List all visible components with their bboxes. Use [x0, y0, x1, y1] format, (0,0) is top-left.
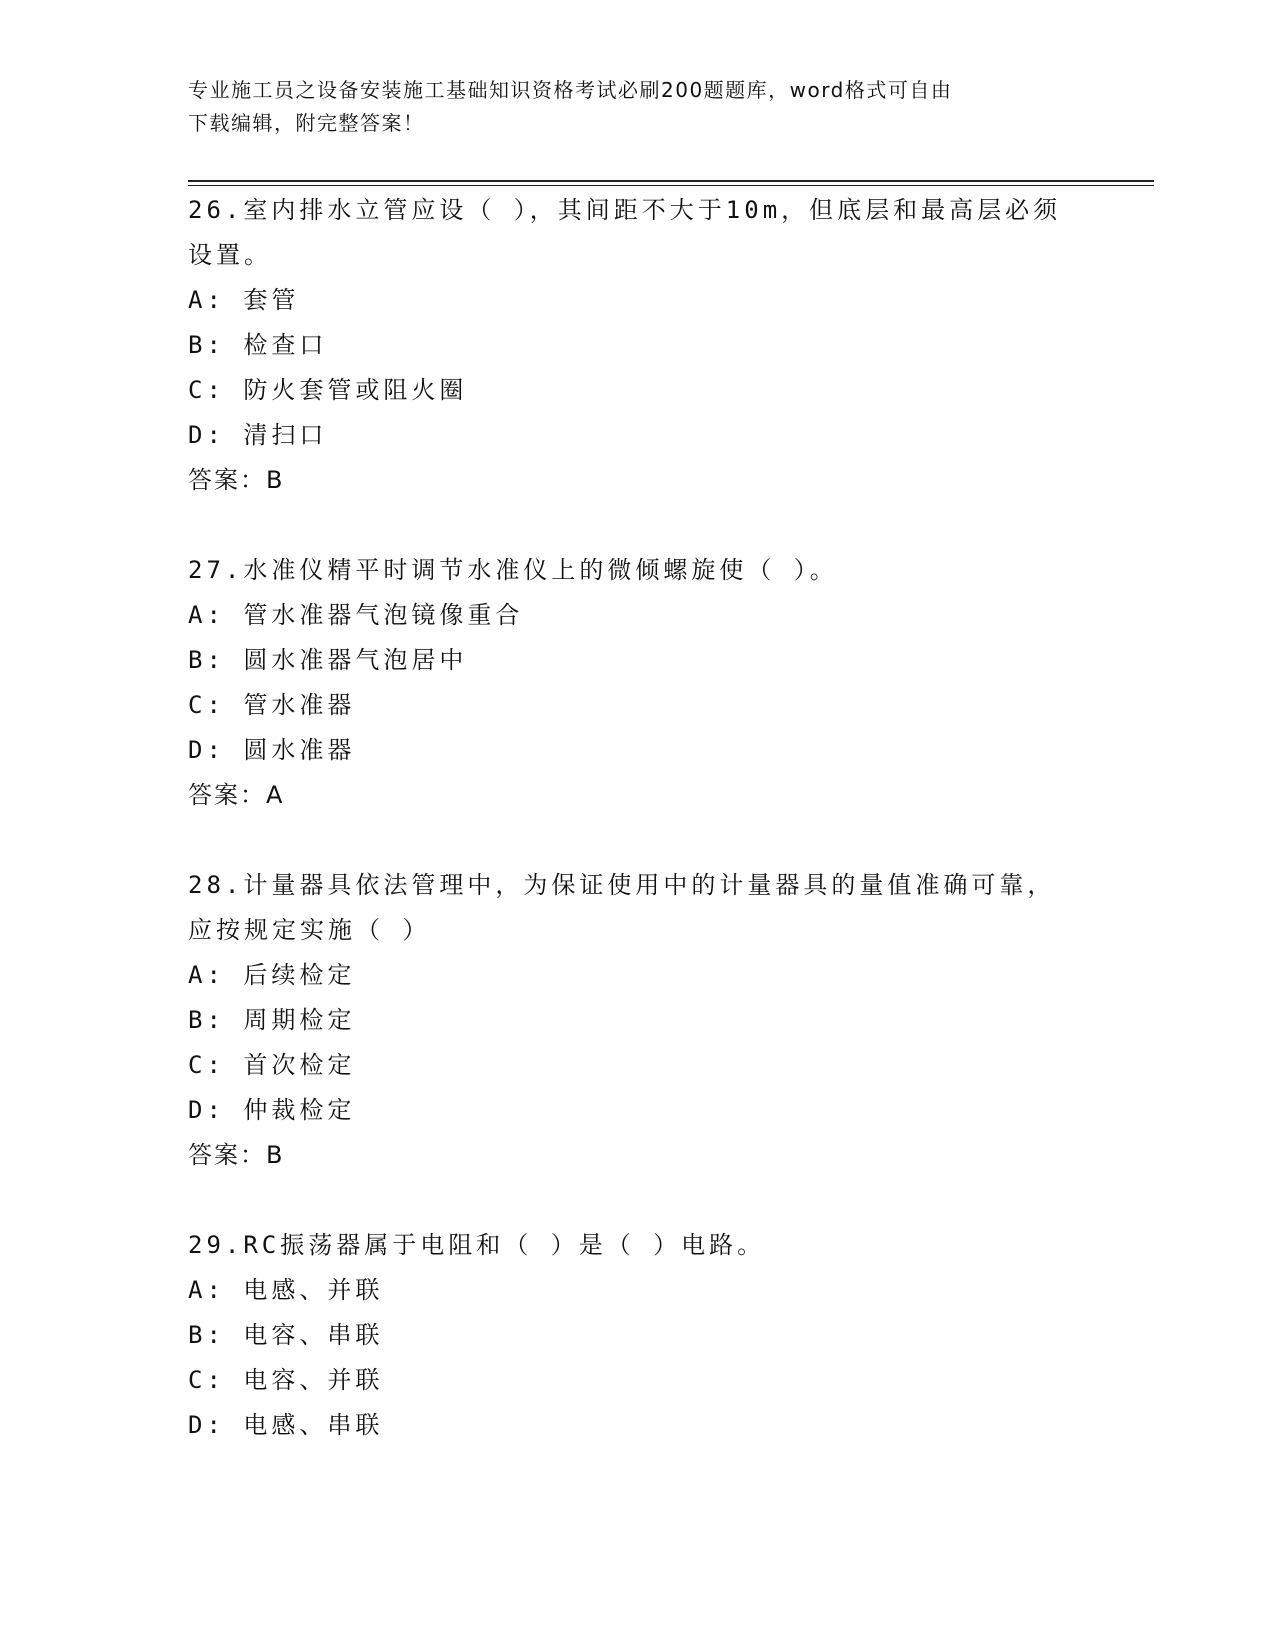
- answer: 答案：A: [188, 781, 285, 809]
- question-26: [188, 188, 1088, 503]
- answer: 答案：B: [188, 1141, 285, 1169]
- option-d: D: 清扫口: [188, 421, 328, 449]
- question-29: [188, 1223, 1088, 1448]
- document-header: [188, 74, 1068, 140]
- option-a: A: 后续检定: [188, 961, 356, 989]
- option-b: B: 圆水准器气泡居中: [188, 646, 468, 674]
- option-c: C: 电容、并联: [188, 1366, 384, 1394]
- option-c: C: 防火套管或阻火圈: [188, 376, 468, 404]
- header-line-2: 下载编辑，附完整答案！: [188, 111, 425, 135]
- question-title-line: 26.室内排水立管应设（ ），其间距不大于10m，但底层和最高层必须: [188, 196, 1062, 224]
- question-title-line: 应按规定实施（ ）: [188, 916, 431, 944]
- option-d: D: 仲裁检定: [188, 1096, 356, 1124]
- option-b: B: 检查口: [188, 331, 328, 359]
- option-a: A: 管水准器气泡镜像重合: [188, 601, 524, 629]
- header-divider-thin: [188, 185, 1154, 186]
- question-title-line: 27.水准仪精平时调节水准仪上的微倾螺旋使（ ）。: [188, 556, 838, 584]
- option-a: A: 电感、并联: [188, 1276, 384, 1304]
- question-27: [188, 548, 1088, 818]
- header-line-1: 专业施工员之设备安装施工基础知识资格考试必刷200题题库，word格式可自由: [188, 78, 953, 102]
- option-b: B: 电容、串联: [188, 1321, 384, 1349]
- header-divider-thick: [188, 180, 1154, 182]
- option-a: A: 套管: [188, 286, 300, 314]
- question-title-line: 设置。: [188, 241, 272, 269]
- option-c: C: 管水准器: [188, 691, 356, 719]
- answer: 答案：B: [188, 466, 285, 494]
- question-title-line: 29.RC振荡器属于电阻和（ ）是（ ）电路。: [188, 1231, 766, 1259]
- option-d: D: 圆水准器: [188, 736, 356, 764]
- question-28: [188, 863, 1088, 1178]
- option-b: B: 周期检定: [188, 1006, 356, 1034]
- question-title-line: 28.计量器具依法管理中，为保证使用中的计量器具的量值准确可靠，: [188, 871, 1056, 899]
- option-c: C: 首次检定: [188, 1051, 356, 1079]
- option-d: D: 电感、串联: [188, 1411, 384, 1439]
